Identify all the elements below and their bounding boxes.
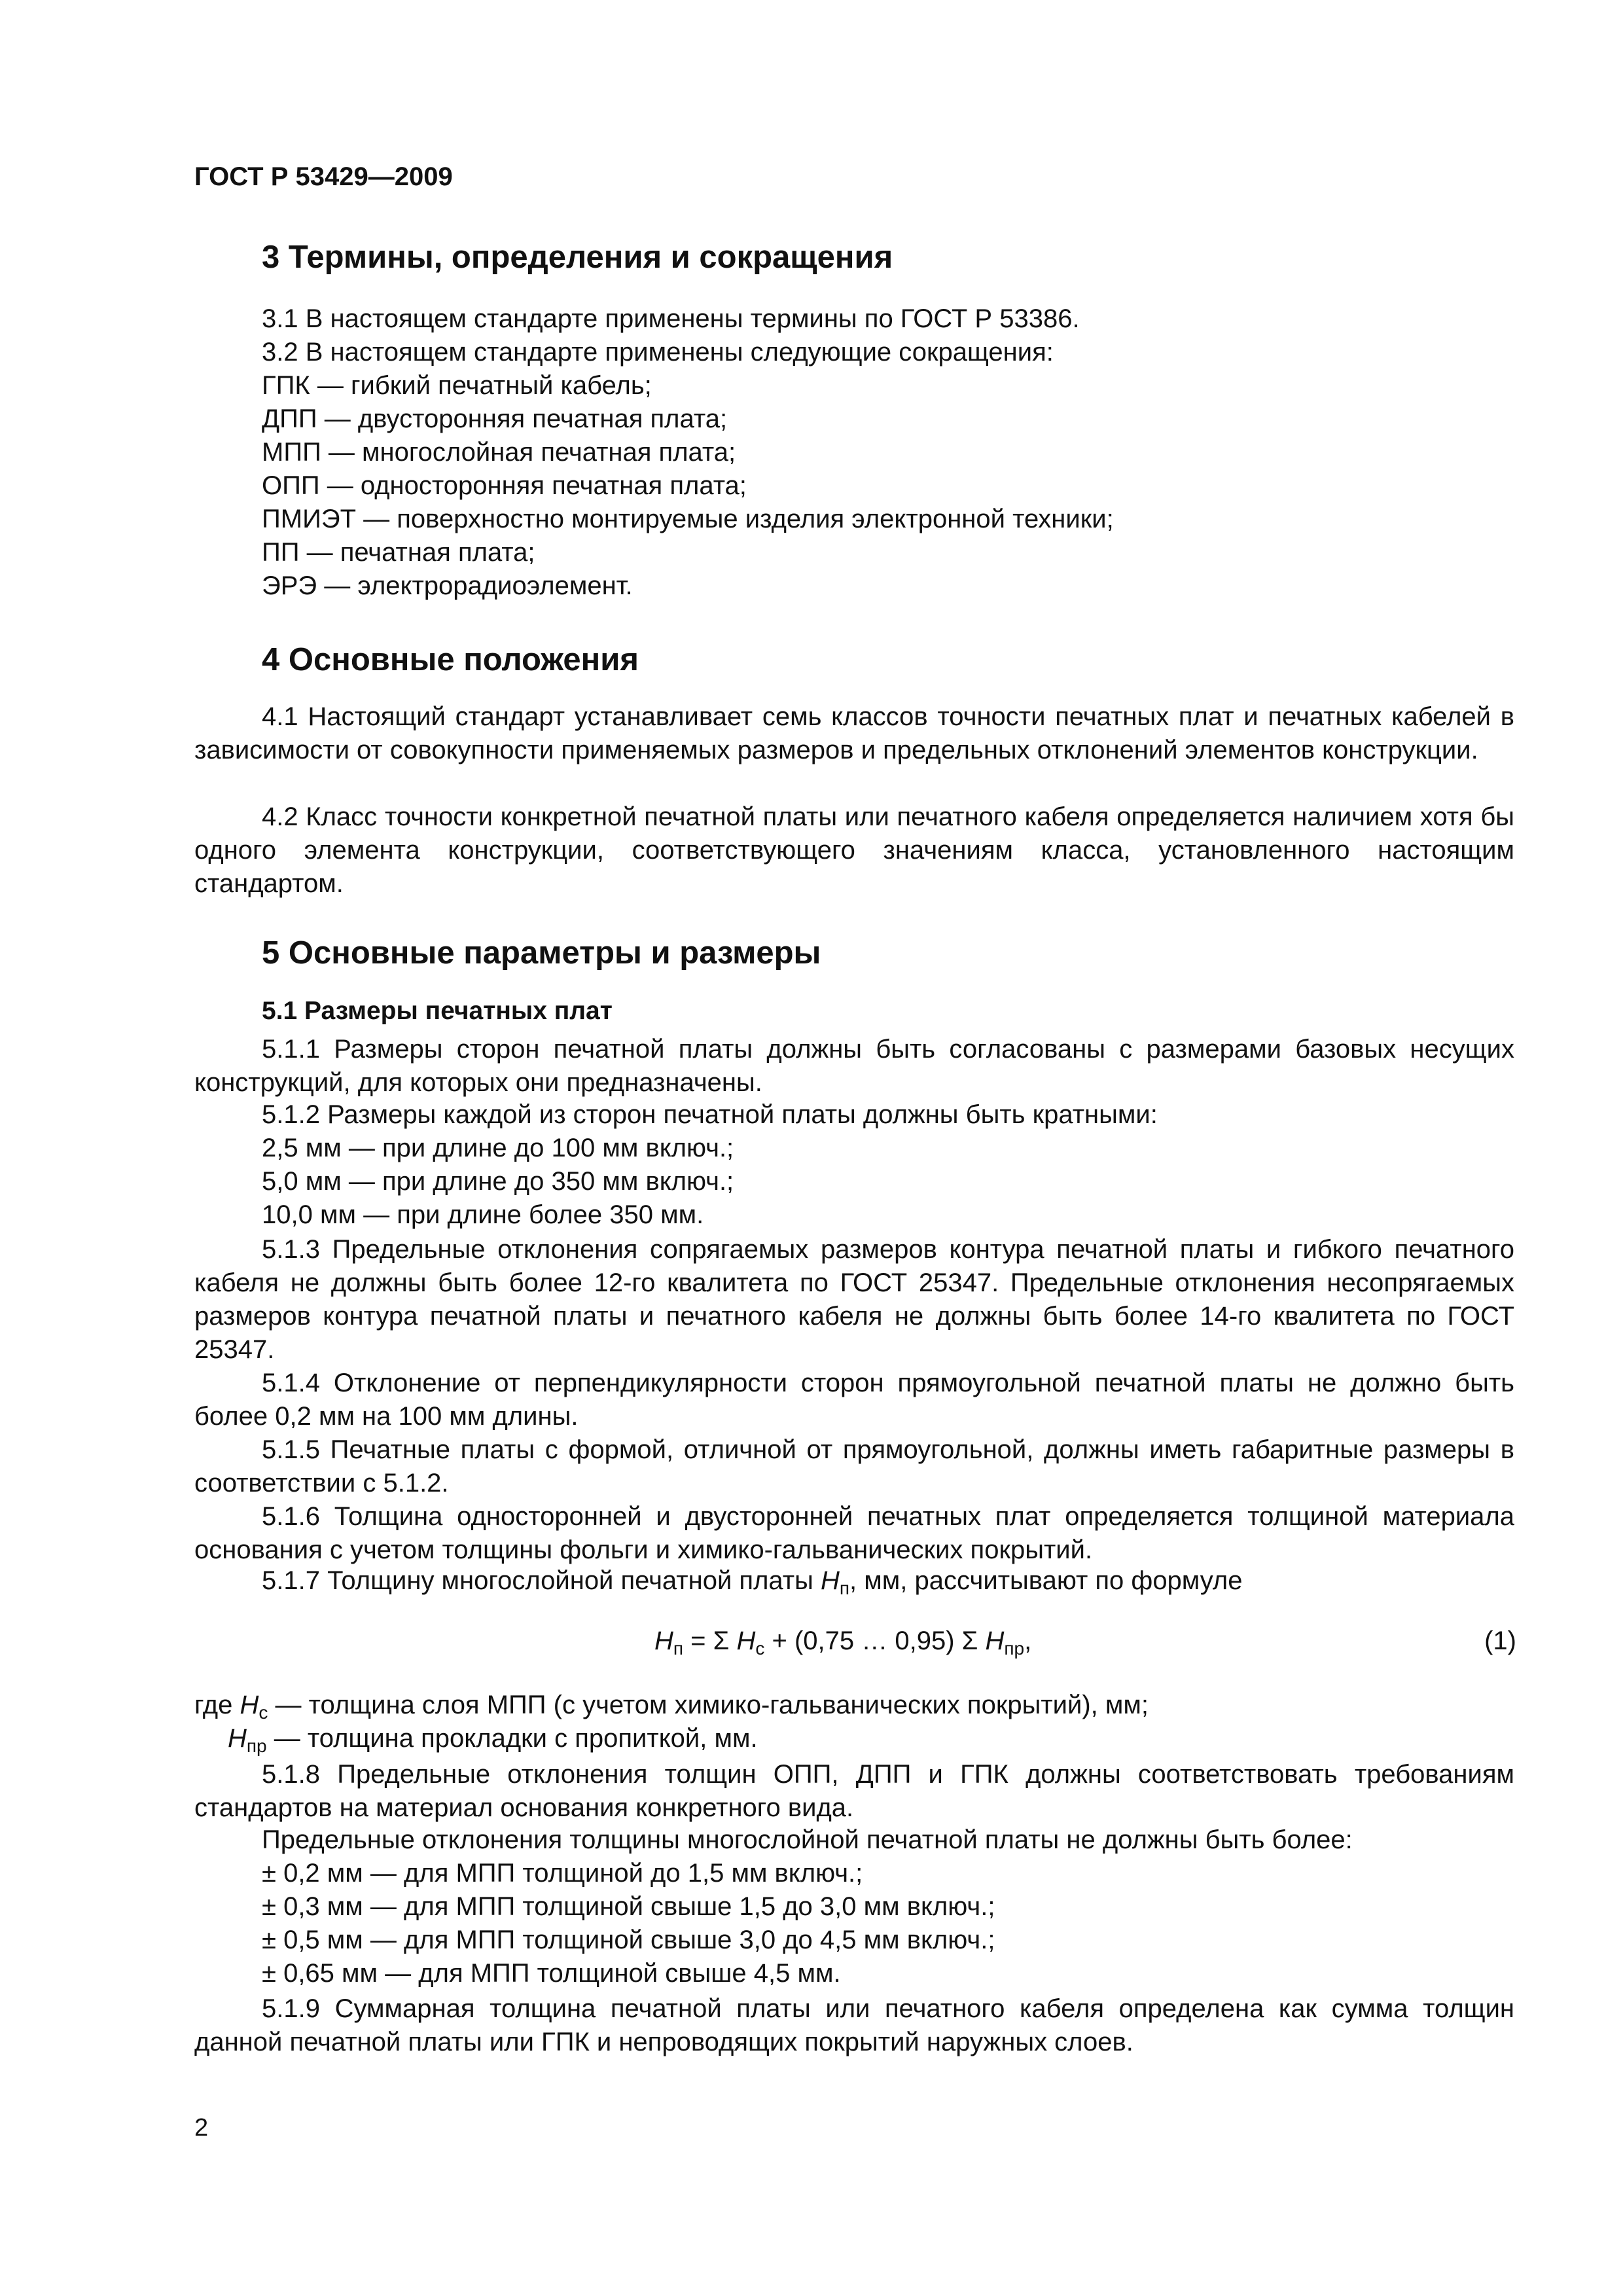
formula-1: $H_п = \Sigma$ $H_с + (0,75$ … 0,95) Σ $H_{пр}$, [654,1626,1032,1659]
formula-legend-hpr: $H_{пр}$ — толщина прокладки с пропиткой, мм. [228,1724,758,1756]
multiple-item: 5,0 мм — при длине до 350 мм включ.; [262,1167,734,1196]
paragraph-4-1: 4.1 Настоящий стандарт устанавливает семь классов точности печатных плат и печатных кабелей в зависимости от совокупности применяемых размеров и предельных отклонений элементов конструкции. [194,702,1514,764]
paragraph-3-2: 3.2 В настоящем стандарте применены следующие сокращения: [262,338,1054,367]
formula-legend-hc: где $H_с$ — толщина слоя МПП (с учетом химико-гальванических покрытий), мм; [194,1691,1149,1723]
tolerance-item: ± 0,5 мм — для МПП толщиной свыше 3,0 до 4,5 мм включ.; [262,1926,995,1954]
tolerance-item: ± 0,2 мм — для МПП толщиной до 1,5 мм включ.; [262,1859,863,1888]
abbreviation-item: МПП — многослойная печатная плата; [262,438,736,467]
section-3-title: 3 Термины, определения и сокращения [262,240,893,275]
tolerance-item: ± 0,3 мм — для МПП толщиной свыше 1,5 до 3,0 мм включ.; [262,1892,995,1921]
section-4-title: 4 Основные положения [262,642,639,677]
section-5-title: 5 Основные параметры и размеры [262,935,821,971]
paragraph-4-2: 4.2 Класс точности конкретной печатной платы или печатного кабеля определяется наличием хотя бы одного элемента конструкции, соответствующего значениям класса, установленного настоящим стандартом. [194,802,1514,898]
abbreviation-item: ОПП — односторонняя печатная плата; [262,471,747,500]
paragraph-5-1-8: 5.1.8 Предельные отклонения толщин ОПП, ДПП и ГПК должны соответствовать требованиям стандартов на материал основания конкретного вида. [194,1760,1514,1822]
subsection-5-1-title: 5.1 Размеры печатных плат [262,997,613,1025]
paragraph-5-1-9: 5.1.9 Суммарная толщина печатной платы или печатного кабеля определена как сумма толщин данной печатной платы или ГПК и непроводящих покрытий наружных слоев. [194,1994,1514,2056]
paragraph-5-1-8-tolerances: Предельные отклонения толщины многослойной печатной платы не должны быть более: [262,1825,1353,1854]
paragraph-5-1-3: 5.1.3 Предельные отклонения сопрягаемых размеров контура печатной платы и гибкого печатного кабеля не должны быть более 12-го квалитета по ГОСТ 25347. Предельные отклонения несопрягаемых размеров контура печатной платы и печатного кабеля не должны быть более 14-го квалитета по ГОСТ 25347. [194,1235,1514,1364]
abbreviation-item: ГПК — гибкий печатный кабель; [262,371,652,400]
abbreviation-item: ЭРЭ — электрорадиоэлемент. [262,571,633,600]
paragraph-5-1-2: 5.1.2 Размеры каждой из сторон печатной платы должны быть кратными: [262,1100,1158,1129]
abbreviation-item: ДПП — двусторонняя печатная плата; [262,404,728,433]
paragraph-5-1-1: 5.1.1 Размеры сторон печатной платы должны быть согласованы с размерами базовых несущих конструкций, для которых они предназначены. [194,1035,1514,1097]
multiple-item: 10,0 мм — при длине более 350 мм. [262,1200,704,1229]
formula-number: (1) [1484,1626,1516,1655]
document-header: ГОСТ Р 53429—2009 [194,162,453,191]
paragraph-5-1-5: 5.1.5 Печатные платы с формой, отличной от прямоугольной, должны иметь габаритные размеры в соответствии с 5.1.2. [194,1435,1514,1498]
page-number: 2 [194,2114,209,2142]
paragraph-5-1-7: 5.1.7 Толщину многослойной печатной платы $H_п$, мм, рассчитывают по формуле [262,1566,1243,1598]
paragraph-3-1: 3.1 В настоящем стандарте применены термины по ГОСТ Р 53386. [262,304,1080,333]
multiple-item: 2,5 мм — при длине до 100 мм включ.; [262,1134,734,1162]
tolerance-item: ± 0,65 мм — для МПП толщиной свыше 4,5 мм. [262,1959,841,1988]
abbreviation-item: ПМИЭТ — поверхностно монтируемые изделия электронной техники; [262,505,1114,533]
abbreviation-item: ПП — печатная плата; [262,538,535,567]
paragraph-5-1-4: 5.1.4 Отклонение от перпендикулярности сторон прямоугольной печатной платы не должно быть более 0,2 мм на 100 мм длины. [194,1369,1514,1431]
paragraph-5-1-6: 5.1.6 Толщина односторонней и двусторонней печатных плат определяется толщиной материала основания с учетом толщины фольги и химико-гальванических покрытий. [194,1502,1514,1564]
